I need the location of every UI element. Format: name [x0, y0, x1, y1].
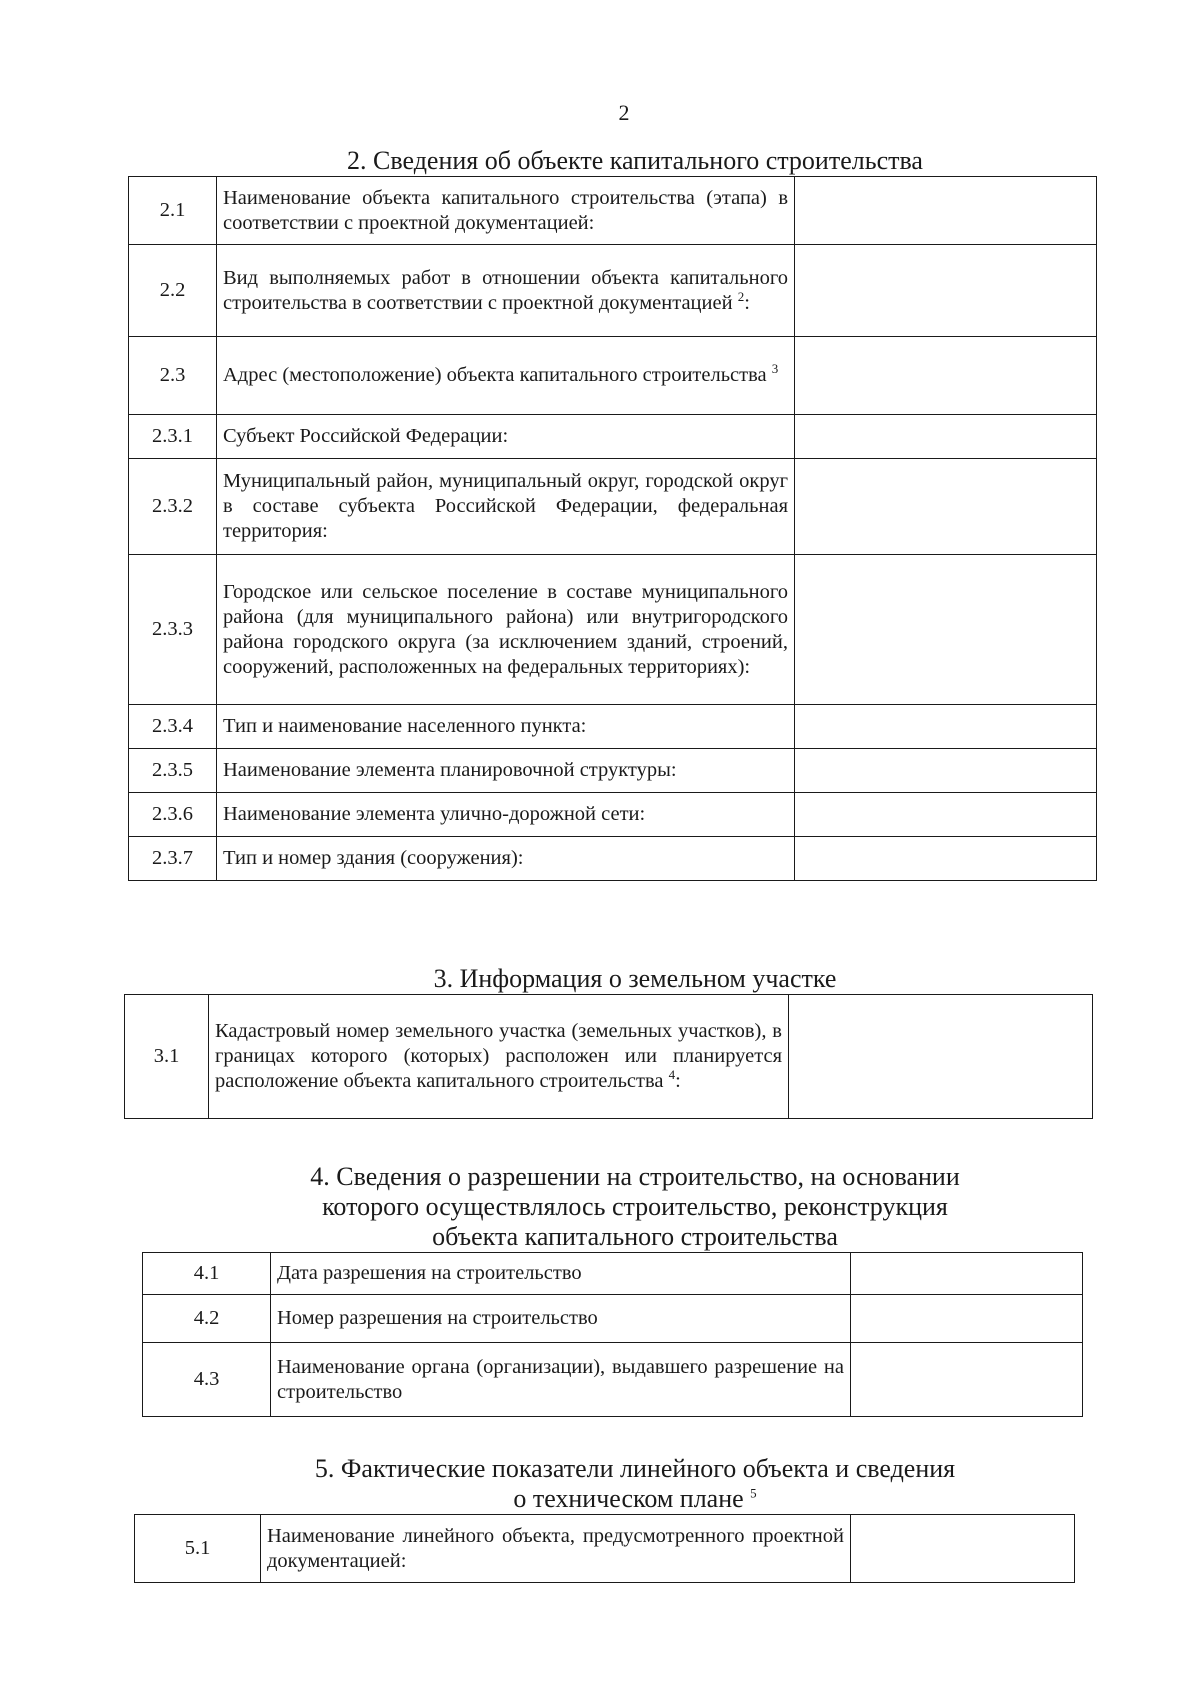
value-cell[interactable]	[851, 1343, 1083, 1417]
table-row	[129, 793, 1097, 837]
row-label: Наименование органа (организации), выдавшего разрешение на строительство	[271, 1343, 851, 1417]
table-row	[129, 749, 1097, 793]
row-label: Номер разрешения на строительство	[271, 1295, 851, 1343]
row-number: 2.2	[129, 245, 217, 337]
row-number: 4.1	[143, 1253, 271, 1295]
row-label: Муниципальный район, муниципальный округ, городской округ в составе субъекта Российской Федерации, федеральная территория:	[217, 459, 795, 555]
row-number: 2.3	[129, 337, 217, 415]
row-number: 5.1	[135, 1515, 261, 1583]
value-cell[interactable]	[795, 177, 1097, 245]
row-label: Тип и номер здания (сооружения):	[217, 837, 795, 881]
row-number: 4.3	[143, 1343, 271, 1417]
value-cell[interactable]	[795, 705, 1097, 749]
section-3-table	[124, 994, 1093, 1119]
row-number: 2.3.1	[129, 415, 217, 459]
section-4-title: 4. Сведения о разрешении на строительство, на основании которого осуществлялось строительство, реконструкция объекта капитального строительства	[310, 1162, 960, 1251]
row-number: 2.3.3	[129, 555, 217, 705]
value-cell[interactable]	[851, 1515, 1075, 1583]
row-label: Вид выполняемых работ в отношении объекта капитального строительства в соответствии с проектной документацией $^2$:	[217, 245, 795, 337]
table-row	[143, 1343, 1083, 1417]
row-number: 2.3.5	[129, 749, 217, 793]
row-number: 2.3.4	[129, 705, 217, 749]
table-row	[129, 837, 1097, 881]
row-number: 2.3.2	[129, 459, 217, 555]
row-number: 2.3.6	[129, 793, 217, 837]
row-number: 2.3.7	[129, 837, 217, 881]
row-label: Наименование линейного объекта, предусмотренного проектной документацией:	[261, 1515, 851, 1583]
value-cell[interactable]	[795, 837, 1097, 881]
row-label: Дата разрешения на строительство	[271, 1253, 851, 1295]
table-row	[143, 1295, 1083, 1343]
table-row	[143, 1253, 1083, 1295]
row-label: Тип и наименование населенного пункта:	[217, 705, 795, 749]
row-number: 4.2	[143, 1295, 271, 1343]
value-cell[interactable]	[795, 749, 1097, 793]
row-label: Наименование элемента планировочной структуры:	[217, 749, 795, 793]
table-row	[129, 245, 1097, 337]
section-2-table	[128, 176, 1097, 881]
value-cell[interactable]	[851, 1253, 1083, 1295]
table-row	[129, 177, 1097, 245]
row-label: Городское или сельское поселение в составе муниципального района (для муниципального района) или внутригородского района городского округа (за исключением зданий, строений, сооружений, расположенных на федеральных территориях):	[217, 555, 795, 705]
table-row	[129, 705, 1097, 749]
section-3-title: 3. Информация о земельном участке	[433, 964, 837, 993]
section-5-table	[134, 1514, 1075, 1583]
section-5-title: 5. Фактические показатели линейного объекта и сведения о техническом плане $^5$	[314, 1454, 956, 1513]
value-cell[interactable]	[795, 337, 1097, 415]
value-cell[interactable]	[789, 995, 1093, 1119]
table-row	[135, 1515, 1075, 1583]
table-row	[129, 415, 1097, 459]
value-cell[interactable]	[795, 793, 1097, 837]
value-cell[interactable]	[851, 1295, 1083, 1343]
table-row	[129, 555, 1097, 705]
value-cell[interactable]	[795, 459, 1097, 555]
row-label: Наименование объекта капитального строительства (этапа) в соответствии с проектной документацией:	[217, 177, 795, 245]
row-label: Наименование элемента улично-дорожной сети:	[217, 793, 795, 837]
value-cell[interactable]	[795, 415, 1097, 459]
value-cell[interactable]	[795, 555, 1097, 705]
row-number: 3.1	[125, 995, 209, 1119]
row-label: Субъект Российской Федерации:	[217, 415, 795, 459]
section-4-table	[142, 1252, 1083, 1417]
section-2-title: 2. Сведения об объекте капитального строительства	[347, 146, 923, 175]
table-row	[129, 459, 1097, 555]
row-label: Адрес (местоположение) объекта капитального строительства $^3$	[217, 337, 795, 415]
table-row	[125, 995, 1093, 1119]
row-label: Кадастровый номер земельного участка (земельных участков), в границах которого (которых) расположен или планируется расположение объекта капитального строительства $^4$:	[209, 995, 789, 1119]
table-row	[129, 337, 1097, 415]
value-cell[interactable]	[795, 245, 1097, 337]
row-number: 2.1	[129, 177, 217, 245]
page-number: 2	[618, 100, 630, 125]
